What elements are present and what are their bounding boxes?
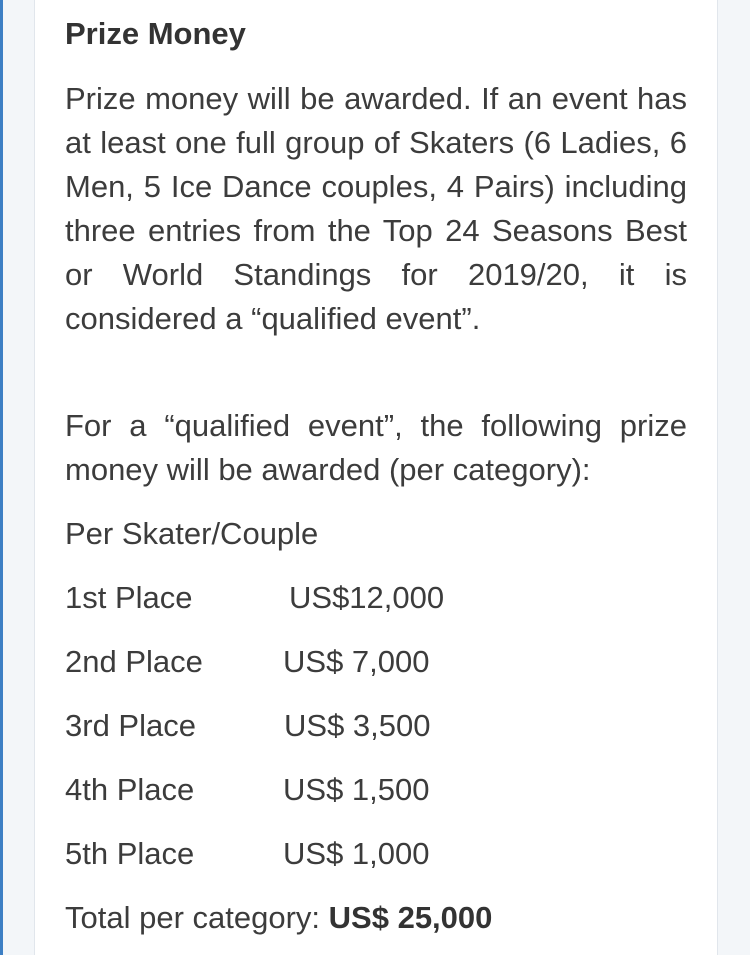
prize-place: 5th Place (65, 836, 195, 871)
total-label: Total per category: (65, 900, 321, 935)
prize-amount: US$ 1,500 (283, 772, 430, 807)
section-title: Prize Money (65, 16, 246, 51)
accent-bar (0, 0, 3, 955)
prize-place: 4th Place (65, 772, 195, 807)
prize-amount: US$ 7,000 (283, 644, 430, 679)
prize-row-3rd (65, 704, 687, 748)
prize-row-2nd (65, 640, 687, 684)
prize-amount: US$ 3,500 (284, 708, 431, 743)
per-skater-subheading: Per Skater/Couple (65, 516, 319, 551)
qualification-paragraph: Prize money will be awarded. If an event has at least one full group of Skaters (6 Ladies, 6 Men, 5 Ice Dance couples, 4 Pairs) including three entries from the Top 24 Seasons Best or World Standings for 2019/20, it is considered a “qualified event”. (65, 81, 687, 336)
prize-place: 2nd Place (65, 644, 203, 679)
prize-place: 3rd Place (65, 708, 196, 743)
prize-row-5th (65, 832, 687, 876)
prize-row-4th (65, 768, 687, 812)
prize-row-1st (65, 576, 687, 620)
prize-place: 1st Place (65, 580, 193, 615)
total-per-category (65, 896, 492, 940)
award-intro-paragraph: For a “qualified event”, the following prize money will be awarded (per category): (65, 408, 687, 487)
content-card (34, 0, 718, 955)
total-value: US$ 25,000 (328, 900, 493, 935)
prize-amount: US$ 1,000 (283, 836, 430, 871)
prize-amount: US$12,000 (289, 580, 445, 615)
